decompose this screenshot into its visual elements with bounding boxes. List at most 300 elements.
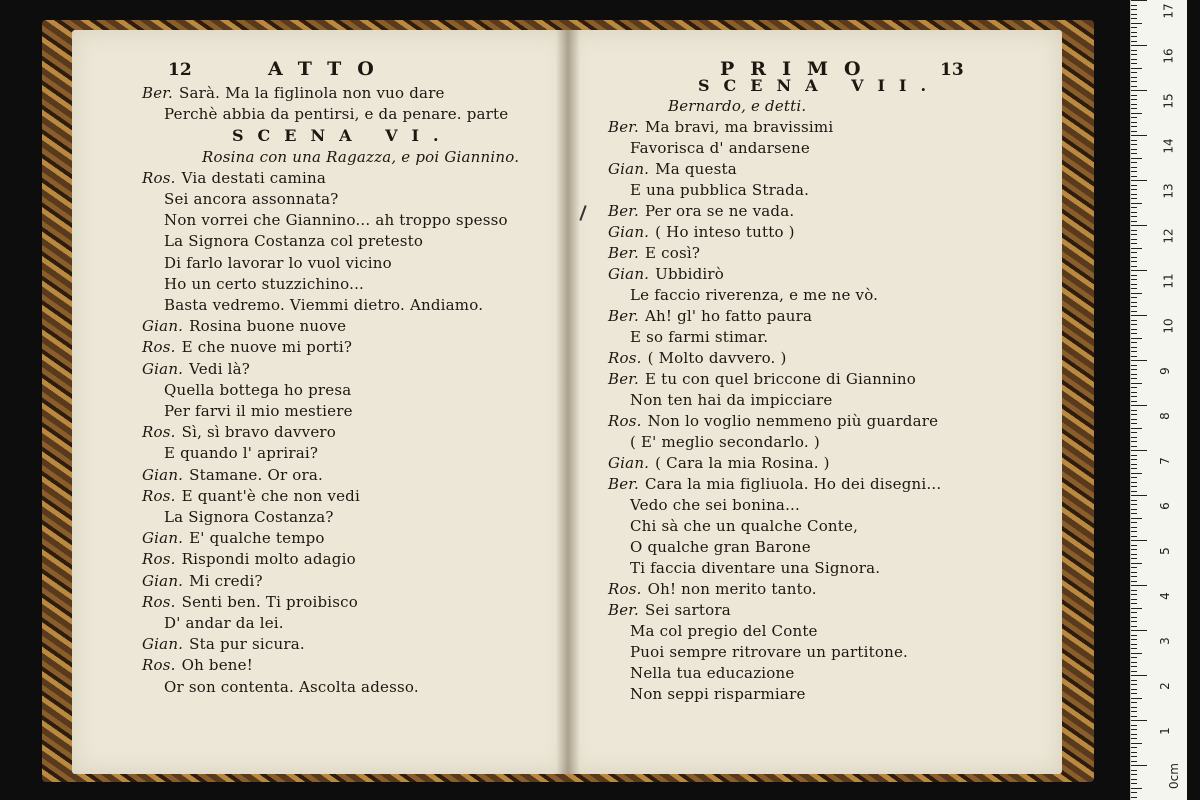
ruler-tick [1131, 635, 1137, 636]
text-line [630, 643, 908, 661]
dialogue-text: Ho un certo stuzzichino... [164, 274, 365, 293]
speaker-name: Ros. [142, 423, 176, 442]
dialogue-text: Ma bravi, ma bravissimi [645, 118, 834, 136]
ruler-tick [1131, 689, 1137, 690]
ruler-tick [1131, 549, 1137, 550]
ruler-tick [1131, 644, 1137, 645]
dialogue-text: Non ten hai da impicciare [630, 391, 833, 409]
ruler-tick [1131, 122, 1137, 123]
text-line [142, 84, 445, 102]
ruler-tick [1131, 329, 1137, 330]
dialogue-text: Non vorrei che Giannino... ah troppo spesso [164, 211, 508, 230]
ruler-tick [1131, 374, 1137, 375]
ruler-tick [1131, 540, 1147, 541]
text-line [630, 496, 800, 514]
text-line [608, 118, 833, 136]
speaker-name: Ber. [608, 601, 639, 619]
ruler-tick [1131, 608, 1142, 609]
ruler-tick [1131, 194, 1137, 195]
ruler-tick [1131, 311, 1137, 312]
text-line [608, 475, 941, 493]
ruler-tick [1131, 770, 1137, 771]
ruler-tick [1131, 738, 1137, 739]
ruler-tick [1131, 653, 1142, 654]
dialogue-text: Or son contenta. Ascolta adesso. [164, 677, 419, 696]
ruler-tick [1131, 243, 1137, 244]
speaker-name: Ber. [142, 84, 173, 102]
dialogue-text: ( Molto davvero. ) [647, 349, 787, 367]
page-number-left: 12 [168, 60, 192, 80]
text-line [164, 232, 423, 250]
ruler-tick [1131, 0, 1147, 1]
text-line [142, 529, 325, 547]
dialogue-text: Vedo che sei bonina... [630, 496, 800, 514]
ruler-tick [1131, 509, 1137, 510]
speaker-name: Ber. [608, 307, 639, 325]
ruler-tick [1131, 585, 1147, 586]
text-line [142, 572, 263, 590]
ruler-tick [1131, 603, 1137, 604]
dialogue-text: Vedi là? [189, 359, 251, 378]
speaker-name: Ber. [608, 118, 639, 136]
ruler-label: 5 [1157, 547, 1172, 555]
dialogue-text: Sarà. Ma la figlinola non vuo dare [179, 84, 445, 102]
ruler-tick [1131, 275, 1137, 276]
ruler-label: 14 [1161, 138, 1176, 154]
speaker-name: Ros. [142, 592, 176, 611]
text-line [630, 559, 880, 577]
ruler-tick [1131, 536, 1137, 537]
ruler-tick [1131, 518, 1142, 519]
ruler-tick [1131, 576, 1137, 577]
speaker-name: Gian. [608, 454, 650, 472]
ruler-tick [1131, 626, 1137, 627]
text-line [630, 517, 858, 535]
ruler-tick [1131, 648, 1137, 649]
text-line [164, 381, 351, 399]
text-line [232, 126, 453, 145]
ruler-label: 0cm [1166, 763, 1181, 789]
book-gutter [556, 30, 580, 774]
dialogue-text: Le faccio riverenza, e me ne vò. [630, 286, 879, 304]
ruler-tick [1131, 306, 1137, 307]
ruler-tick [1131, 383, 1142, 384]
ruler-tick [1131, 153, 1137, 154]
ruler-tick [1131, 716, 1137, 717]
ruler-tick [1131, 324, 1137, 325]
ruler-tick [1131, 212, 1137, 213]
ruler-tick [1131, 747, 1137, 748]
dialogue-text: Senti ben. Ti proibisco [181, 592, 358, 611]
ruler-tick [1131, 221, 1137, 222]
ruler-tick [1131, 252, 1137, 253]
ruler-tick [1131, 765, 1147, 766]
text-line [630, 433, 820, 451]
dialogue-text: Sì, sì bravo davvero [181, 423, 337, 442]
ruler-tick [1131, 230, 1137, 231]
ruler-tick [1131, 288, 1137, 289]
text-line [142, 466, 323, 484]
dialogue-text: ( Cara la mia Rosina. ) [655, 454, 830, 472]
ruler-tick [1131, 711, 1137, 712]
ruler-tick [1131, 477, 1137, 478]
ruler-tick [1131, 617, 1137, 618]
ruler-tick [1131, 707, 1137, 708]
ruler-tick [1131, 135, 1147, 136]
ruler-label: 10 [1161, 318, 1176, 334]
dialogue-text: Ti faccia diventare una Signora. [630, 559, 881, 577]
ruler-tick [1131, 743, 1142, 744]
speaker-name: Ber. [608, 244, 639, 262]
ruler-label: 2 [1157, 682, 1172, 690]
dialogue-text: Basta vedremo. Viemmi dietro. Andiamo. [164, 296, 484, 314]
ruler-label: 15 [1161, 93, 1176, 109]
ruler-label: 17 [1161, 3, 1176, 19]
dialogue-text: E così? [645, 244, 701, 262]
ruler-tick [1131, 365, 1137, 366]
dialogue-text: La Signora Costanza col pretesto [164, 232, 424, 251]
text-line [630, 391, 832, 409]
text-line [164, 254, 392, 272]
ruler-tick [1131, 504, 1137, 505]
ruler-tick [1131, 563, 1142, 564]
dialogue-text: D' andar da lei. [164, 614, 284, 632]
ruler-tick [1131, 14, 1137, 15]
ruler-tick [1131, 783, 1137, 784]
dialogue-text: E tu con quel briccone di Giannino [645, 370, 916, 388]
dialogue-text: E una pubblica Strada. [630, 181, 810, 199]
ruler-tick [1131, 9, 1137, 10]
ruler-tick [1131, 248, 1142, 249]
ruler-tick [1131, 257, 1137, 258]
dialogue-text: Ah! gl' ho fatto paura [645, 307, 813, 325]
dialogue-text: E so farmi stimar. [630, 328, 769, 346]
speaker-name: Ros. [142, 168, 176, 187]
text-line [608, 454, 830, 472]
text-line [608, 370, 916, 388]
ruler-tick [1131, 432, 1137, 433]
ruler-tick [1131, 18, 1137, 19]
text-line [630, 664, 794, 682]
dialogue-text: Per ora se ne vada. [645, 202, 795, 220]
text-line [630, 622, 818, 640]
ruler-tick [1131, 32, 1137, 33]
scene-heading: SCENA VI. [232, 126, 453, 146]
dialogue-text: O qualche gran Barone [630, 538, 811, 556]
ruler-tick [1131, 176, 1137, 177]
ruler-tick [1131, 378, 1137, 379]
ruler-tick [1131, 675, 1147, 676]
ruler-tick [1131, 729, 1137, 730]
text-line [608, 307, 812, 325]
ruler-tick [1131, 351, 1137, 352]
ruler-tick [1131, 657, 1137, 658]
text-line [608, 223, 795, 241]
text-line [608, 601, 731, 619]
right-page [568, 30, 1062, 774]
ruler-tick [1131, 752, 1137, 753]
dialogue-text: Sei sartora [645, 601, 731, 619]
stage-direction: Rosina con una Ragazza, e poi Giannino. [202, 147, 520, 166]
text-line [164, 211, 508, 229]
ruler-tick [1131, 36, 1137, 37]
ruler-tick [1131, 522, 1137, 523]
ruler-tick [1131, 45, 1147, 46]
ruler-tick [1131, 27, 1137, 28]
ruler-tick [1131, 234, 1137, 235]
text-line [164, 508, 334, 526]
dialogue-text: E che nuove mi porti? [181, 338, 353, 357]
ruler-tick [1131, 486, 1137, 487]
text-line [142, 593, 358, 611]
ruler-tick [1131, 720, 1147, 721]
speaker-name: Ros. [608, 412, 642, 430]
ruler-tick [1131, 396, 1137, 397]
ruler-tick [1131, 320, 1137, 321]
ruler-tick [1131, 158, 1142, 159]
ruler-tick [1131, 77, 1137, 78]
ruler-tick [1131, 419, 1137, 420]
speaker-name: Ros. [608, 580, 642, 598]
dialogue-text: E' qualche tempo [189, 529, 325, 548]
ruler-label: 4 [1157, 592, 1172, 600]
dialogue-text: Non lo voglio nemmeno più guardare [647, 412, 939, 430]
text-line [608, 265, 724, 283]
ruler-tick [1131, 410, 1137, 411]
text-line [608, 412, 938, 430]
ruler-tick [1131, 54, 1137, 55]
ruler-tick [1131, 392, 1137, 393]
dialogue-text: Sta pur sicura. [189, 635, 305, 654]
speaker-name: Ros. [142, 338, 176, 357]
ruler-label: 12 [1161, 228, 1176, 244]
dialogue-text: E quant'è che non vedi [181, 486, 360, 505]
ruler-tick [1131, 513, 1137, 514]
speaker-name: Gian. [608, 160, 650, 178]
ruler-tick [1131, 693, 1137, 694]
speaker-name: Ros. [142, 486, 176, 505]
ruler-tick [1131, 86, 1137, 87]
ruler-tick [1131, 414, 1137, 415]
ruler-tick [1131, 459, 1137, 460]
text-line [164, 614, 284, 632]
text-line [630, 139, 810, 157]
ruler-tick [1131, 779, 1137, 780]
text-line [630, 538, 811, 556]
dialogue-text: E quando l' aprirai? [164, 444, 319, 463]
ruler-tick [1131, 95, 1137, 96]
dialogue-text: Non seppi risparmiare [630, 685, 806, 703]
speaker-name: Gian. [142, 635, 184, 654]
text-line [142, 360, 250, 378]
dialogue-text: Nella tua educazione [630, 664, 795, 682]
speaker-name: Ros. [142, 550, 176, 569]
ruler-tick [1131, 342, 1137, 343]
ruler-tick [1131, 5, 1137, 6]
ruler-tick [1131, 293, 1142, 294]
ruler-tick [1131, 468, 1137, 469]
dialogue-text: Perchè abbia da pentirsi, e da penare. parte [164, 105, 509, 124]
ruler-tick [1131, 567, 1137, 568]
ruler-tick [1131, 149, 1137, 150]
ruler-tick [1131, 198, 1137, 199]
speaker-name: Gian. [142, 465, 184, 484]
ruler-tick [1131, 680, 1137, 681]
dialogue-text: Via destati camina [181, 168, 326, 187]
page-header-right: PRIMO [720, 58, 877, 80]
dialogue-text: Rosina buone nuove [189, 317, 347, 336]
ruler-tick [1131, 117, 1137, 118]
ruler-tick [1131, 671, 1137, 672]
ruler-label: 9 [1157, 367, 1172, 375]
ruler-tick [1131, 621, 1137, 622]
ruler-tick [1131, 473, 1142, 474]
ruler-tick [1131, 464, 1137, 465]
ruler-label: 13 [1161, 183, 1176, 199]
ruler-tick [1131, 279, 1137, 280]
left-page [72, 30, 568, 774]
ruler-tick [1131, 81, 1137, 82]
text-line [630, 685, 806, 703]
ruler-label: 1 [1157, 727, 1172, 735]
dialogue-text: Mi credi? [189, 571, 263, 590]
text-line [668, 97, 806, 115]
speaker-name: Ber. [608, 370, 639, 388]
dialogue-text: Stamane. Or ora. [189, 465, 323, 484]
text-line [142, 317, 346, 335]
ruler-tick [1131, 662, 1137, 663]
ruler-tick [1131, 684, 1137, 685]
ruler-tick [1131, 756, 1137, 757]
dialogue-text: Favorisca d' andarsene [630, 139, 810, 157]
text-line [164, 190, 338, 208]
dialogue-text: Per farvi il mio mestiere [164, 402, 353, 420]
dialogue-text: Ma questa [655, 160, 737, 178]
dialogue-text: La Signora Costanza? [164, 508, 334, 526]
ruler-tick [1131, 261, 1137, 262]
ruler-tick [1131, 797, 1137, 798]
speaker-name: Gian. [142, 571, 184, 590]
ruler-tick [1131, 725, 1137, 726]
ruler-tick [1131, 774, 1137, 775]
ruler-tick [1131, 788, 1142, 789]
ruler-tick [1131, 401, 1137, 402]
text-line [164, 402, 353, 420]
ruler-tick [1131, 761, 1137, 762]
ruler-label: 7 [1157, 457, 1172, 465]
ruler-tick [1131, 630, 1147, 631]
ruler-tick [1131, 360, 1147, 361]
ruler-tick [1131, 72, 1137, 73]
ruler-tick [1131, 63, 1137, 64]
ruler-tick [1131, 581, 1137, 582]
ruler-label: 3 [1157, 637, 1172, 645]
dialogue-text: Di farlo lavorar lo vuol vicino [164, 253, 392, 272]
dialogue-text: Puoi sempre ritrovare un partitone. [630, 643, 908, 661]
ruler-tick [1131, 338, 1142, 339]
ruler-tick [1131, 126, 1137, 127]
text-line [142, 338, 352, 356]
text-line [164, 678, 419, 696]
dialogue-text: Chi sà che un qualche Conte, [630, 517, 859, 535]
ruler-tick [1131, 455, 1137, 456]
ruler-tick [1131, 144, 1137, 145]
ruler-tick [1131, 225, 1147, 226]
ruler-tick [1131, 356, 1137, 357]
text-line [142, 656, 253, 674]
ruler-tick [1131, 437, 1137, 438]
text-line [608, 580, 817, 598]
page-header-left: ATTO [268, 58, 390, 80]
measuring-ruler [1130, 0, 1187, 800]
text-line [164, 275, 364, 293]
text-line [608, 202, 794, 220]
ruler-tick [1131, 554, 1137, 555]
ruler-tick [1131, 140, 1137, 141]
ruler-tick [1131, 531, 1137, 532]
ruler-tick [1131, 558, 1137, 559]
dialogue-text: Oh bene! [181, 656, 253, 675]
text-line [142, 550, 356, 568]
dialogue-text: Sei ancora assonnata? [164, 190, 339, 208]
ruler-tick [1131, 347, 1137, 348]
dialogue-text: Cara la mia figliuola. Ho dei disegni... [645, 475, 942, 493]
text-line [202, 148, 519, 166]
ruler-tick [1131, 495, 1147, 496]
ruler-label: 6 [1157, 502, 1172, 510]
text-line [142, 169, 326, 187]
dialogue-text: Oh! non merito tanto. [647, 580, 817, 598]
dialogue-text: Rispondi molto adagio [181, 550, 356, 569]
speaker-name: Gian. [142, 317, 184, 336]
ruler-tick [1131, 189, 1137, 190]
ruler-tick [1131, 162, 1137, 163]
speaker-name: Gian. [608, 265, 650, 283]
ruler-tick [1131, 266, 1137, 267]
ruler-tick [1131, 90, 1147, 91]
ruler-label: 11 [1161, 273, 1176, 289]
ruler-tick [1131, 482, 1137, 483]
ruler-tick [1131, 572, 1137, 573]
text-line [630, 286, 878, 304]
ruler-tick [1131, 50, 1137, 51]
speaker-name: Ber. [608, 475, 639, 493]
ruler-tick [1131, 527, 1137, 528]
ruler-tick [1131, 167, 1137, 168]
text-line [630, 328, 768, 346]
speaker-name: Ros. [142, 656, 176, 675]
speaker-name: Gian. [142, 359, 184, 378]
ruler-tick [1131, 428, 1142, 429]
ruler-tick [1131, 369, 1137, 370]
ruler-tick [1131, 297, 1137, 298]
text-line [142, 487, 360, 505]
ruler-tick [1131, 702, 1137, 703]
ruler-tick [1131, 446, 1137, 447]
ruler-tick [1131, 612, 1137, 613]
ruler-tick [1131, 68, 1142, 69]
dialogue-text: Ma col pregio del Conte [630, 622, 818, 640]
text-line [608, 349, 787, 367]
ruler-tick [1131, 315, 1147, 316]
text-line [142, 635, 305, 653]
ruler-tick [1131, 698, 1142, 699]
ruler-tick [1131, 239, 1137, 240]
speaker-name: Gian. [608, 223, 650, 241]
ruler-tick [1131, 599, 1137, 600]
ruler-tick [1131, 441, 1137, 442]
ruler-tick [1131, 405, 1147, 406]
